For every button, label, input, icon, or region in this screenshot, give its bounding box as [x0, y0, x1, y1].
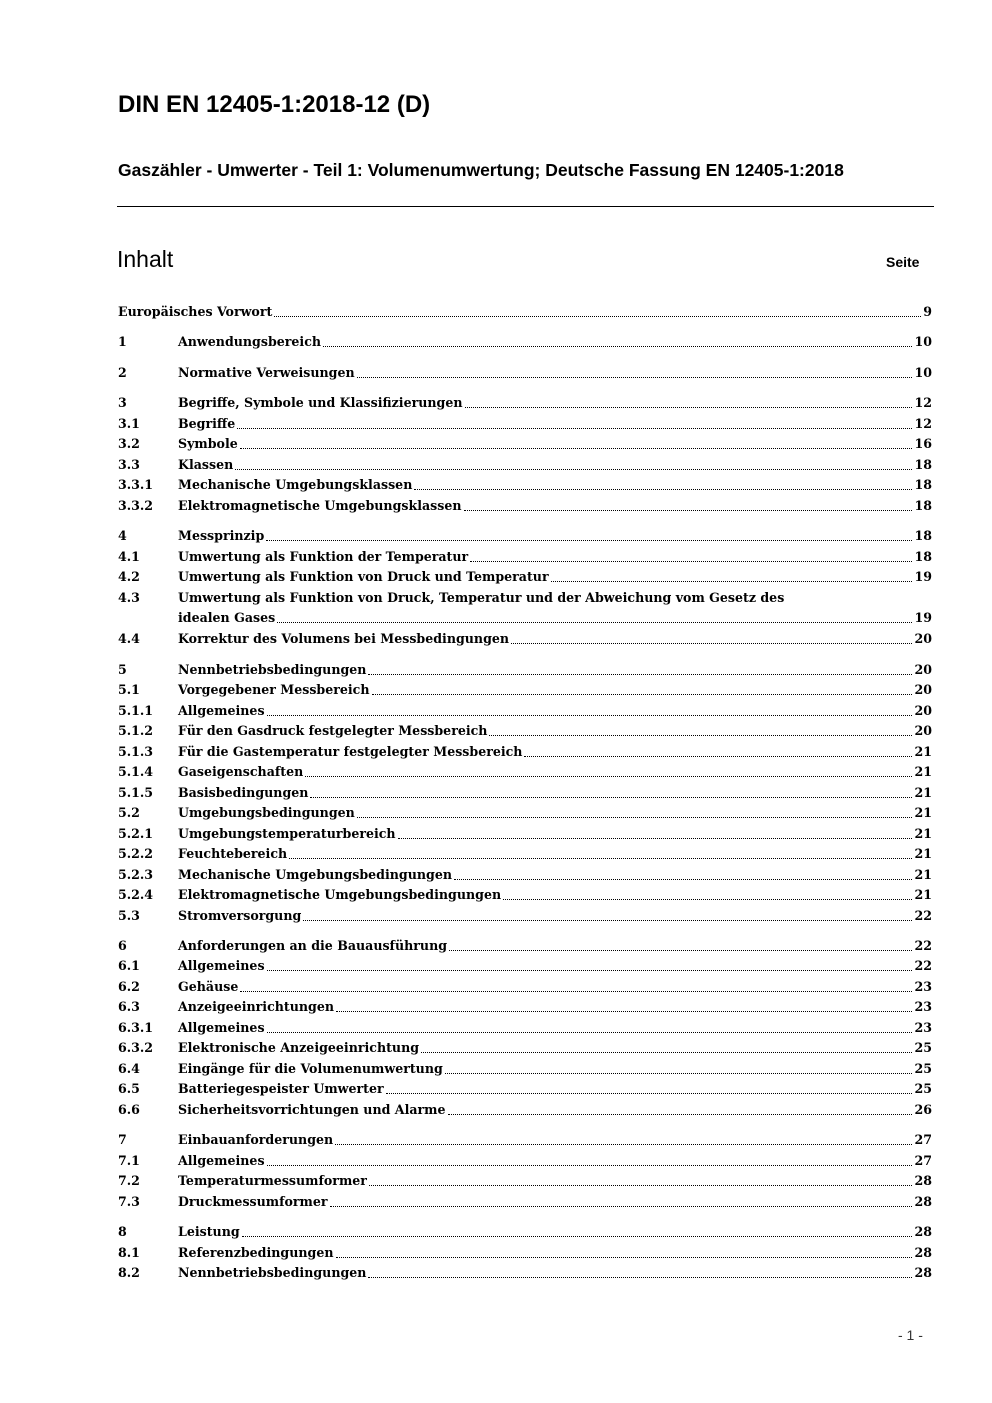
toc-entry-title: Nennbetriebsbedingungen: [178, 662, 367, 677]
toc-leader-dots: [421, 1052, 912, 1053]
toc-leader-dots: [240, 991, 912, 992]
toc-entry-title: Klassen: [178, 457, 234, 472]
toc-entry-title: Allgemeines: [178, 1020, 265, 1035]
toc-entry[interactable]: [118, 1059, 932, 1079]
toc-entry-page: 22: [914, 958, 932, 973]
toc-entry-page: 23: [914, 1020, 932, 1035]
toc-entry-number: 4.4: [118, 631, 140, 646]
toc-entry-number: 6.3: [118, 999, 140, 1014]
toc-entry-number: 3.1: [118, 416, 140, 431]
toc-entry-number: 2: [118, 365, 127, 380]
toc-leader-dots: [267, 1032, 913, 1033]
toc-entry[interactable]: [118, 1222, 932, 1242]
toc-entry-number: 5.2.2: [118, 846, 154, 861]
toc-entry-title: Korrektur des Volumens bei Messbedingungen: [178, 631, 510, 646]
toc-entry-title: Begriffe, Symbole und Klassifizierungen: [178, 395, 463, 410]
toc-entry-number: 4.1: [118, 549, 140, 564]
toc-page-label: Seite: [886, 254, 920, 270]
toc-entry-number: 5.1: [118, 682, 140, 697]
toc-entry-number: 4.3: [118, 590, 140, 605]
toc-leader-dots: [277, 622, 912, 623]
toc-entry-title: Elektromagnetische Umgebungsbedingungen: [178, 887, 502, 902]
toc-entry[interactable]: [118, 496, 932, 516]
toc-leader-dots: [336, 1011, 912, 1012]
toc-leader-dots: [323, 346, 912, 347]
toc-entry-number: 5.2.3: [118, 867, 154, 882]
toc-leader-dots: [267, 1165, 913, 1166]
toc-entry-number: 5.1.1: [118, 703, 154, 718]
document-title: DIN EN 12405-1:2018-12 (D): [118, 91, 431, 118]
toc-entry-title: Für die Gastemperatur festgelegter Messbereich: [178, 744, 523, 759]
toc-entry-page: 12: [914, 395, 932, 410]
toc-entry-number: 6: [118, 938, 127, 953]
toc-entry-title-continued: idealen Gases: [178, 610, 276, 625]
toc-entry-title: Umwertung als Funktion von Druck und Temperatur: [178, 569, 549, 584]
toc-entry-number: 6.5: [118, 1081, 140, 1096]
toc-leader-dots: [470, 561, 912, 562]
toc-entry[interactable]: [118, 680, 932, 700]
toc-entry-page: 20: [914, 631, 932, 646]
toc-entry-page: 28: [914, 1173, 932, 1188]
toc-entry[interactable]: [118, 455, 932, 475]
toc-entry-page: 21: [914, 826, 932, 841]
toc-entry[interactable]: [118, 588, 932, 608]
toc-entry[interactable]: [118, 824, 932, 844]
toc-entry-title: Messprinzip: [178, 528, 265, 543]
toc-entry-page: 10: [914, 365, 932, 380]
toc-entry[interactable]: [118, 393, 932, 413]
toc-entry[interactable]: [118, 434, 932, 454]
toc-entry[interactable]: [118, 762, 932, 782]
toc-leader-dots: [242, 1236, 913, 1237]
page-number-footer: - 1 -: [898, 1327, 923, 1343]
toc-entry-page: 20: [914, 662, 932, 677]
toc-leader-dots: [454, 879, 912, 880]
toc-entry-number: 5.3: [118, 908, 140, 923]
toc-entry-number: 4.2: [118, 569, 140, 584]
toc-leader-dots: [414, 489, 912, 490]
toc-entry[interactable]: [118, 906, 932, 926]
toc-entry-page: 9: [923, 304, 932, 319]
toc-entry-page: 28: [914, 1224, 932, 1239]
toc-entry-title: Gaseigenschaften: [178, 764, 304, 779]
toc-entry-page: 20: [914, 682, 932, 697]
toc-leader-dots: [464, 510, 913, 511]
toc-entry-page: 21: [914, 846, 932, 861]
toc-leader-dots: [465, 407, 913, 408]
toc-entry[interactable]: [118, 1263, 932, 1283]
toc-leader-dots: [524, 756, 912, 757]
toc-entry-number: 5.2: [118, 805, 140, 820]
toc-entry-title: Referenzbedingungen: [178, 1245, 334, 1260]
toc-entry-title: Mechanische Umgebungsbedingungen: [178, 867, 452, 882]
toc-entry-page: 27: [914, 1153, 932, 1168]
toc-entry-number: 7: [118, 1132, 127, 1147]
toc-entry[interactable]: [118, 1079, 932, 1099]
toc-entry-title: Einbauanforderungen: [178, 1132, 334, 1147]
toc-leader-dots: [310, 797, 912, 798]
toc-entry-title: Basisbedingungen: [178, 785, 309, 800]
toc-entry-number: 6.4: [118, 1061, 140, 1076]
toc-leader-dots: [357, 377, 913, 378]
toc-entry-page: 27: [914, 1132, 932, 1147]
toc-leader-dots: [489, 735, 912, 736]
toc-entry-title: Allgemeines: [178, 703, 265, 718]
toc-leader-dots: [448, 1114, 913, 1115]
toc-entry[interactable]: [118, 1151, 932, 1171]
toc-entry[interactable]: [118, 1192, 932, 1212]
toc-entry[interactable]: [118, 1130, 932, 1150]
toc-entry-title: Normative Verweisungen: [178, 365, 355, 380]
toc-entry[interactable]: [118, 742, 932, 762]
toc-entry-title: Gehäuse: [178, 979, 239, 994]
toc-entry-page: 16: [914, 436, 932, 451]
toc-leader-dots: [386, 1093, 913, 1094]
toc-entry-title: Umgebungstemperaturbereich: [178, 826, 396, 841]
toc-entry-page: 18: [914, 549, 932, 564]
toc-entry-number: 5.1.5: [118, 785, 154, 800]
toc-entry-page: 23: [914, 999, 932, 1014]
toc-entry-page: 26: [914, 1102, 932, 1117]
toc-entry[interactable]: [118, 475, 932, 495]
toc-leader-dots: [330, 1206, 913, 1207]
document-subtitle: Gaszähler - Umwerter - Teil 1: Volumenumwertung; Deutsche Fassung EN 12405-1:2018: [118, 160, 844, 180]
toc-entry[interactable]: [118, 332, 932, 352]
toc-entry-number: 5.1.4: [118, 764, 154, 779]
toc-entry-page: 21: [914, 887, 932, 902]
toc-leader-dots: [449, 950, 912, 951]
toc-heading: Inhalt: [117, 246, 174, 272]
toc-entry-page: 22: [914, 908, 932, 923]
toc-leader-dots: [305, 776, 912, 777]
toc-entry-number: 7.2: [118, 1173, 140, 1188]
toc-entry[interactable]: [118, 1038, 932, 1058]
toc-leader-dots: [240, 448, 913, 449]
toc-entry-page: 25: [914, 1061, 932, 1076]
toc-leader-dots: [267, 970, 913, 971]
toc-entry-continuation[interactable]: [118, 608, 932, 628]
toc-entry-number: 8: [118, 1224, 127, 1239]
toc-leader-dots: [357, 817, 913, 818]
toc-leader-dots: [511, 643, 912, 644]
toc-entry-title: Nennbetriebsbedingungen: [178, 1265, 367, 1280]
toc-entry-number: 1: [118, 334, 127, 349]
toc-entry[interactable]: [118, 629, 932, 649]
toc-entry-number: 4: [118, 528, 127, 543]
toc-entry-page: 18: [914, 477, 932, 492]
toc-entry[interactable]: [118, 547, 932, 567]
toc-leader-dots: [368, 1277, 912, 1278]
toc-entry-title: Für den Gasdruck festgelegter Messbereich: [178, 723, 488, 738]
toc-entry[interactable]: [118, 936, 932, 956]
toc-entry-title: Batteriegespeister Umwerter: [178, 1081, 384, 1096]
toc-entry-title: Druckmessumformer: [178, 1194, 328, 1209]
title-divider: [117, 206, 934, 207]
toc-entry[interactable]: [118, 363, 932, 383]
toc-entry-page: 25: [914, 1040, 932, 1055]
toc-entry[interactable]: [118, 956, 932, 976]
toc-entry-title: Temperaturmessumformer: [178, 1173, 367, 1188]
toc-entry-page: 25: [914, 1081, 932, 1096]
toc-entry-page: 22: [914, 938, 932, 953]
toc-entry-page: 28: [914, 1245, 932, 1260]
toc-entry-title: Allgemeines: [178, 1153, 265, 1168]
toc-leader-dots: [266, 540, 912, 541]
toc-entry-number: 5.1.2: [118, 723, 154, 738]
toc-entry-page: 28: [914, 1194, 932, 1209]
toc-entry-page: 21: [914, 805, 932, 820]
toc-leader-dots: [303, 920, 912, 921]
toc-entry[interactable]: [118, 302, 932, 322]
toc-entry[interactable]: [118, 783, 932, 803]
toc-entry-number: 3.2: [118, 436, 140, 451]
toc-entry-number: 8.2: [118, 1265, 140, 1280]
toc-entry[interactable]: [118, 414, 932, 434]
toc-entry[interactable]: [118, 526, 932, 546]
toc-entry[interactable]: [118, 567, 932, 587]
toc-entry[interactable]: [118, 721, 932, 741]
toc-entry-page: 20: [914, 723, 932, 738]
toc-entry-title: Anforderungen an die Bauausführung: [178, 938, 448, 953]
toc-entry-title: Anwendungsbereich: [178, 334, 322, 349]
toc-entry-number: 6.1: [118, 958, 140, 973]
toc-entry[interactable]: [118, 844, 932, 864]
toc-entry-number: 3: [118, 395, 127, 410]
toc-entry-number: 3.3: [118, 457, 140, 472]
toc-entry-title: Vorgegebener Messbereich: [178, 682, 370, 697]
toc-entry-title: Leistung: [178, 1224, 240, 1239]
toc-entry-number: 5.2.4: [118, 887, 154, 902]
toc-entry-number: 5.2.1: [118, 826, 154, 841]
toc-entry[interactable]: [118, 701, 932, 721]
toc-leader-dots: [267, 715, 913, 716]
toc-leader-dots: [237, 428, 912, 429]
toc-entry-title: Umwertung als Funktion von Druck, Temperatur und der Abweichung vom Gesetz des: [178, 590, 785, 605]
toc-entry-title: Mechanische Umgebungsklassen: [178, 477, 413, 492]
toc-entry-number: 3.3.2: [118, 498, 154, 513]
toc-leader-dots: [445, 1073, 913, 1074]
toc-entry-number: 7.3: [118, 1194, 140, 1209]
toc-leader-dots: [335, 1144, 912, 1145]
toc-entry-number: 6.3.2: [118, 1040, 154, 1055]
toc-entry-number: 6.3.1: [118, 1020, 154, 1035]
toc-entry-title: Feuchtebereich: [178, 846, 288, 861]
toc-entry-page: 21: [914, 744, 932, 759]
toc-leader-dots: [289, 858, 912, 859]
toc-entry-page: 12: [914, 416, 932, 431]
toc-entry[interactable]: [118, 997, 932, 1017]
toc-entry-number: 8.1: [118, 1245, 140, 1260]
toc-leader-dots: [503, 899, 912, 900]
toc-entry-title: Umwertung als Funktion der Temperatur: [178, 549, 469, 564]
toc-entry[interactable]: [118, 865, 932, 885]
toc-entry-number: 7.1: [118, 1153, 140, 1168]
toc-entry[interactable]: [118, 1243, 932, 1263]
toc-entry[interactable]: [118, 1171, 932, 1191]
toc-entry-page: 20: [914, 703, 932, 718]
toc-leader-dots: [369, 1185, 913, 1186]
toc-entry-title: Elektromagnetische Umgebungsklassen: [178, 498, 462, 513]
toc-entry-title: Europäisches Vorwort: [118, 304, 273, 319]
toc-entry-title: Umgebungsbedingungen: [178, 805, 355, 820]
toc-entry-title: Allgemeines: [178, 958, 265, 973]
toc-entry[interactable]: [118, 885, 932, 905]
toc-entry-title: Eingänge für die Volumenumwertung: [178, 1061, 443, 1076]
toc-leader-dots: [274, 316, 921, 317]
toc-entry-page: 19: [914, 610, 932, 625]
toc-entry-title: Sicherheitsvorrichtungen und Alarme: [178, 1102, 446, 1117]
toc-entry[interactable]: [118, 1100, 932, 1120]
toc-entry-number: 6.6: [118, 1102, 140, 1117]
toc-entry-page: 19: [914, 569, 932, 584]
toc-entry-page: 18: [914, 498, 932, 513]
toc-entry-number: 3.3.1: [118, 477, 154, 492]
toc-leader-dots: [551, 581, 913, 582]
toc-entry-page: 18: [914, 457, 932, 472]
toc-entry-page: 21: [914, 764, 932, 779]
toc-entry-number: 5.1.3: [118, 744, 154, 759]
toc-entry-title: Elektronische Anzeigeeinrichtung: [178, 1040, 420, 1055]
toc-entry-page: 21: [914, 785, 932, 800]
toc-leader-dots: [336, 1257, 913, 1258]
toc-entry-page: 23: [914, 979, 932, 994]
toc-entry[interactable]: [118, 1018, 932, 1038]
toc-entry-title: Anzeigeeinrichtungen: [178, 999, 334, 1014]
toc-leader-dots: [398, 838, 913, 839]
toc-entry[interactable]: [118, 660, 932, 680]
toc-entry-page: 18: [914, 528, 932, 543]
toc-entry-number: 5: [118, 662, 127, 677]
toc-entry-page: 28: [914, 1265, 932, 1280]
toc-leader-dots: [235, 469, 912, 470]
toc-entry-title: Stromversorgung: [178, 908, 302, 923]
toc-leader-dots: [368, 674, 912, 675]
toc-entry-title: Symbole: [178, 436, 238, 451]
toc-entry-number: 6.2: [118, 979, 140, 994]
toc-leader-dots: [372, 694, 913, 695]
toc-entry[interactable]: [118, 977, 932, 997]
toc-entry-page: 21: [914, 867, 932, 882]
toc-entry-title: Begriffe: [178, 416, 236, 431]
toc-entry-page: 10: [914, 334, 932, 349]
toc-entry[interactable]: [118, 803, 932, 823]
